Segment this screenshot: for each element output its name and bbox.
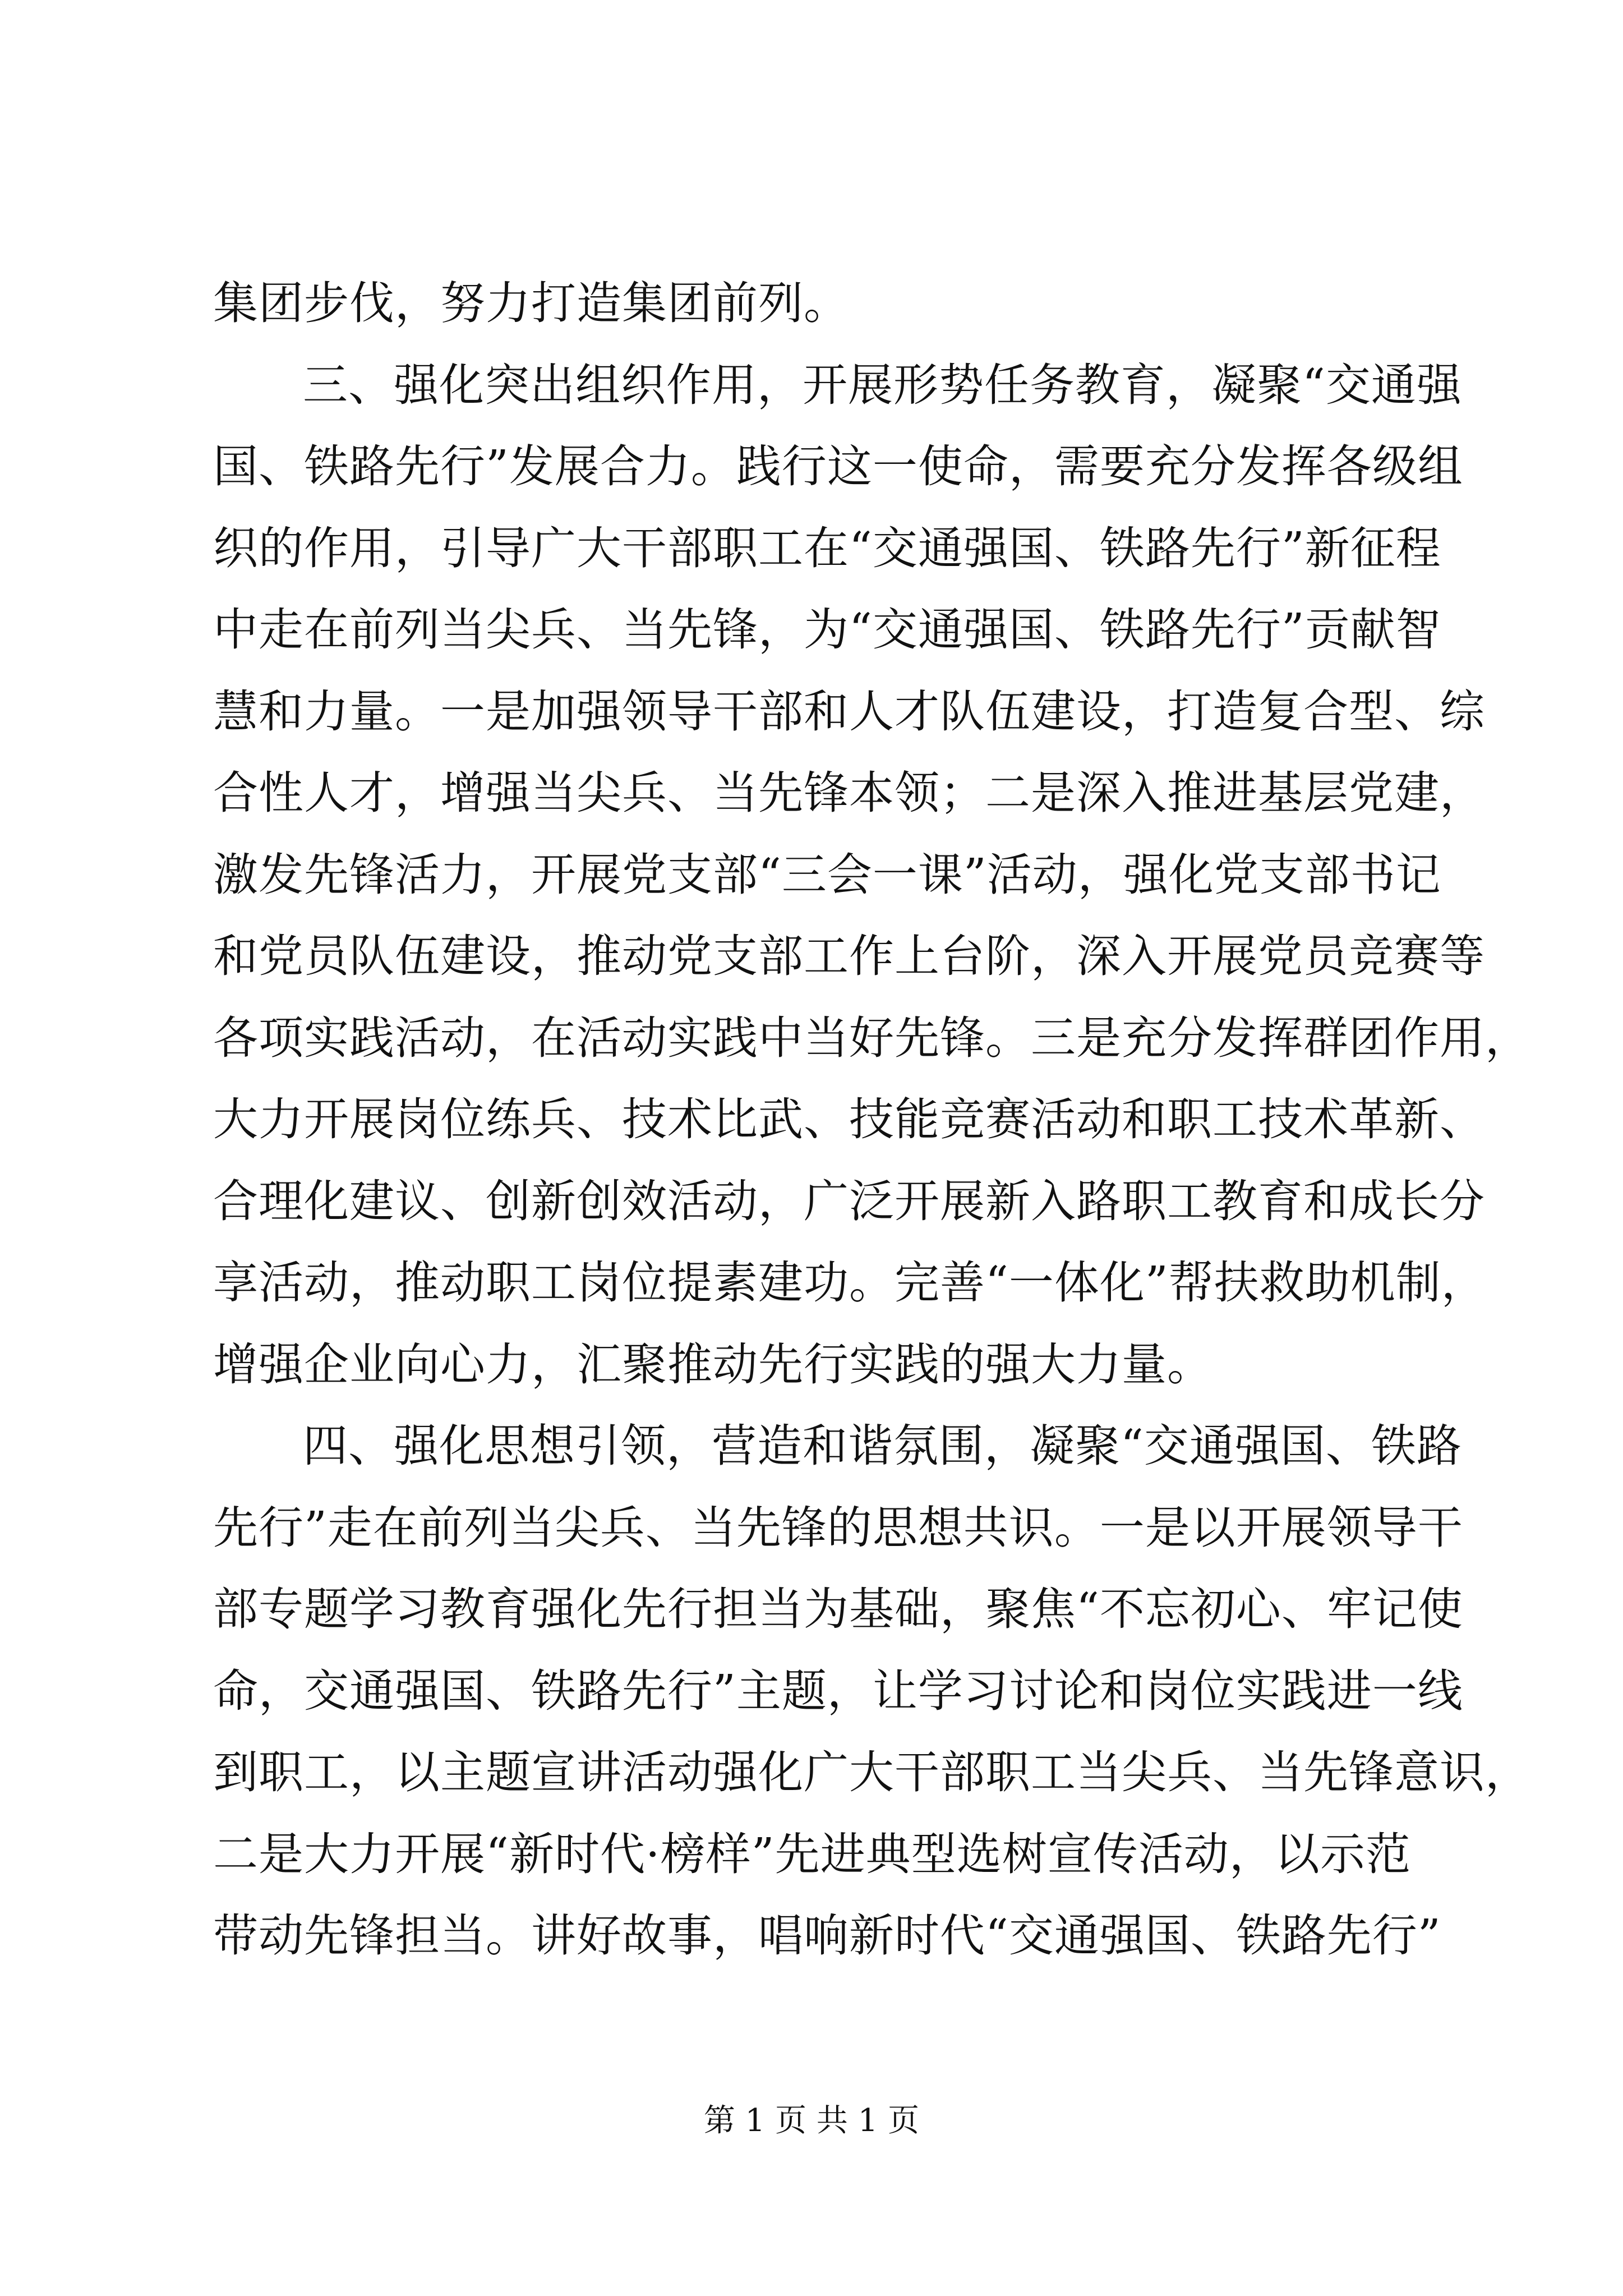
paragraph-heading-line: 三、强化突出组织作用，开展形势任务教育，凝聚“交通强 bbox=[303, 358, 1462, 411]
text-line: 激发先锋活力，开展党支部“三会一课”活动，强化党支部书记 bbox=[213, 848, 1441, 901]
page-number-footer: 第 1 页 共 1 页 bbox=[703, 2102, 920, 2139]
paragraph-heading-line: 四、强化思想引领，营造和谐氛围，凝聚“交通强国、铁路 bbox=[303, 1420, 1462, 1472]
text-line: 命，交通强国、铁路先行”主题，让学习讨论和岗位实践进一线 bbox=[213, 1664, 1463, 1717]
text-line: 部专题学习教育强化先行担当为基础，聚焦“不忘初心、牢记使 bbox=[213, 1583, 1463, 1635]
text-line: 大力开展岗位练兵、技术比武、技能竞赛活动和职工技术革新、 bbox=[213, 1093, 1485, 1145]
text-line: 中走在前列当尖兵、当先锋，为“交通强国、铁路先行”贡献智 bbox=[213, 604, 1441, 656]
text-line: 合性人才，增强当尖兵、当先锋本领；二是深入推进基层党建， bbox=[213, 767, 1485, 819]
text-line: 集团步伐，努力打造集团前列。 bbox=[213, 277, 849, 329]
text-line: 增强企业向心力，汇聚推动先行实践的强大力量。 bbox=[213, 1338, 1212, 1391]
text-line: 带动先锋担当。讲好故事，唱响新时代“交通强国、铁路先行” bbox=[213, 1910, 1441, 1962]
document-body bbox=[213, 263, 1530, 1977]
text-line: 合理化建议、创新创效活动，广泛开展新入路职工教育和成长分 bbox=[213, 1175, 1485, 1227]
text-line: 和党员队伍建设，推动党支部工作上台阶，深入开展党员竞赛等 bbox=[213, 930, 1485, 982]
text-line: 织的作用，引导广大干部职工在“交通强国、铁路先行”新征程 bbox=[213, 522, 1441, 574]
text-line: 到职工，以主题宣讲活动强化广大干部职工当尖兵、当先锋意识， bbox=[213, 1746, 1530, 1798]
text-line: 国、铁路先行”发展合力。践行这一使命，需要充分发挥各级组 bbox=[213, 440, 1463, 493]
text-line: 先行”走在前列当尖兵、当先锋的思想共识。一是以开展领导干 bbox=[213, 1501, 1463, 1554]
text-line: 各项实践活动，在活动实践中当好先锋。三是充分发挥群团作用， bbox=[213, 1011, 1530, 1064]
text-line: 慧和力量。一是加强领导干部和人才队伍建设，打造复合型、综 bbox=[213, 685, 1485, 738]
text-line: 二是大力开展“新时代·榜样”先进典型选树宣传活动，以示范 bbox=[213, 1828, 1411, 1880]
text-line: 享活动，推动职工岗位提素建功。完善“一体化”帮扶救助机制， bbox=[213, 1257, 1487, 1309]
